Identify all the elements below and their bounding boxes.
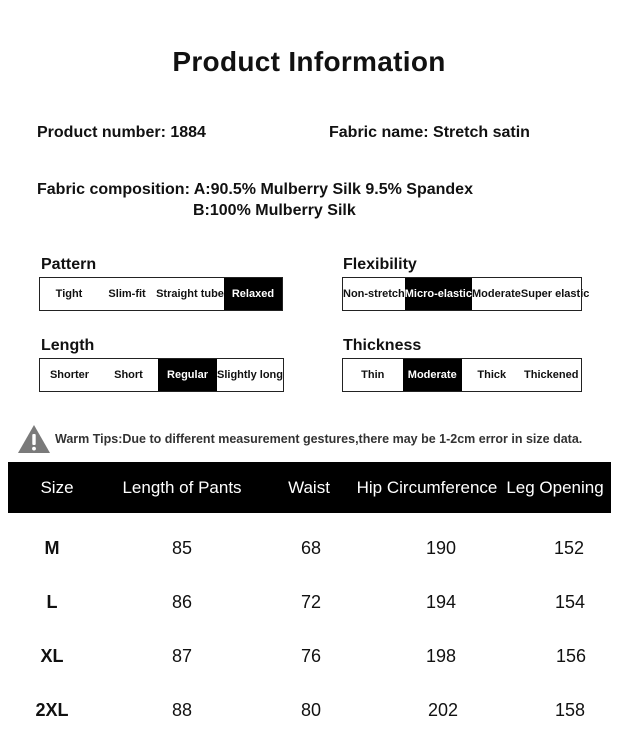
thickness-option: Thickened	[524, 369, 579, 381]
pattern-option: Straight tube	[156, 288, 224, 300]
length-cell: 88	[171, 700, 193, 720]
hip-cell: 198	[425, 646, 457, 666]
warm-tip	[17, 424, 582, 454]
length-cell: 87	[171, 646, 193, 666]
fabric-composition-line2: B:100% Mulberry Silk	[193, 202, 356, 219]
size-cell: M	[44, 538, 60, 558]
header-leg-opening: Leg Opening	[506, 478, 604, 497]
thickness-option: Thick	[477, 369, 507, 381]
hip-cell: 194	[425, 592, 457, 612]
size-cell: XL	[40, 646, 64, 666]
leg-opening-cell: 158	[554, 700, 586, 720]
hip-cell: 202	[427, 700, 459, 720]
thickness-option: Moderate	[403, 359, 463, 391]
warm-tip-text: Warm Tips:Due to different measurement gestures,there may be 1-2cm error in size data.	[55, 432, 583, 446]
header-waist: Waist	[288, 478, 330, 497]
size-table-header	[8, 462, 611, 513]
waist-cell: 72	[300, 592, 322, 612]
size-cell: L	[46, 592, 58, 612]
header-size: Size	[40, 478, 74, 497]
leg-opening-cell: 152	[553, 538, 585, 558]
waist-cell: 68	[300, 538, 322, 558]
header-hip-circumference: Hip Circumference	[356, 478, 498, 497]
pattern-option: Relaxed	[224, 278, 282, 310]
flexibility-option: Super elastic	[520, 288, 590, 300]
waist-cell: 80	[300, 700, 322, 720]
length-label: Length	[41, 337, 95, 354]
flexibility-option: Moderate	[471, 288, 521, 300]
warning-triangle-icon	[17, 424, 51, 454]
length-option: Shorter	[49, 369, 90, 381]
pattern-selector	[39, 277, 283, 311]
page-title: Product Information	[172, 46, 446, 77]
thickness-selector	[342, 358, 582, 392]
pattern-option: Tight	[55, 288, 83, 300]
pattern-option: Slim-fit	[108, 288, 146, 300]
flexibility-option: Micro-elastic	[405, 278, 472, 310]
leg-opening-cell: 156	[555, 646, 587, 666]
flexibility-label: Flexibility	[343, 256, 417, 273]
length-cell: 86	[171, 592, 193, 612]
flexibility-option: Non-stretch	[343, 288, 405, 300]
length-option: Slightly long	[217, 369, 283, 381]
fabric-name: Fabric name: Stretch satin	[329, 124, 530, 141]
flexibility-selector	[342, 277, 590, 311]
thickness-label: Thickness	[343, 337, 422, 354]
length-cell: 85	[171, 538, 193, 558]
pattern-label: Pattern	[41, 256, 97, 273]
size-cell: 2XL	[35, 700, 69, 720]
length-selector	[39, 358, 284, 392]
waist-cell: 76	[300, 646, 322, 666]
thickness-option: Thin	[361, 369, 385, 381]
length-option: Short	[114, 369, 143, 381]
product-number: Product number: 1884	[37, 124, 206, 141]
leg-opening-cell: 154	[554, 592, 586, 612]
header-length-of-pants: Length of Pants	[122, 478, 242, 497]
length-option: Regular	[158, 359, 217, 391]
hip-cell: 190	[425, 538, 457, 558]
fabric-composition-line1: Fabric composition: A:90.5% Mulberry Silk 9.5% Spandex	[37, 181, 473, 198]
